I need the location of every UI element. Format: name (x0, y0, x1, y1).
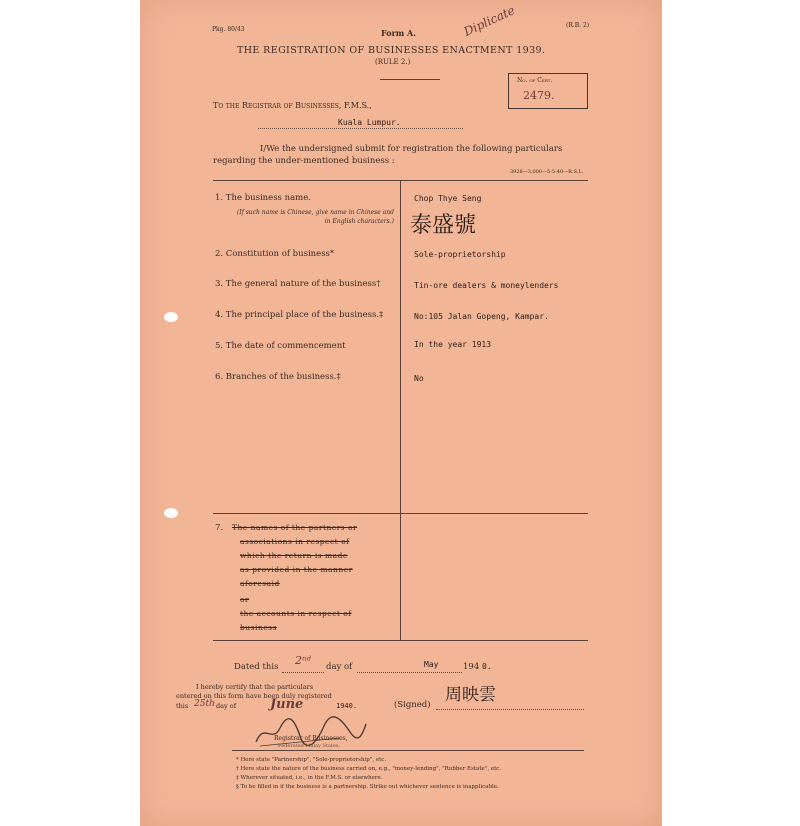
item-1-note: (If such name is Chinese, give name in Chinese and in English characters.) (236, 209, 394, 225)
item-3-value: Tin-ore dealers & moneylenders (414, 281, 559, 290)
item-4-value: No:105 Jalan Gopeng, Kampar. (414, 312, 549, 321)
item-7-line: associations in respect of (240, 537, 350, 546)
item-7-line: as provided in the manner (240, 565, 353, 574)
certify-day-of: day of (216, 702, 237, 710)
footnote: § To be filled in if the business is a partnership. Strike out whichever sentence is inapplicable. (236, 784, 499, 790)
item-5-value: In the year 1913 (414, 340, 492, 349)
printer-code: 3928—3,000—5-5-40—R.S.L. (510, 169, 584, 175)
form-rh: (R.B. 2) (566, 22, 590, 29)
item-7-line: or (240, 595, 250, 604)
dated-year-suffix: 0. (482, 662, 492, 671)
enactment-title: THE REGISTRATION OF BUSINESSES ENACTMENT 1939. (237, 45, 546, 56)
registrar-subtitle: Federated Malay States. (278, 743, 341, 749)
table-bottom-rule (213, 640, 588, 641)
item-4-label: 4. The principal place of the business.‡ (215, 310, 384, 320)
intro-line-1: I/We the undersigned submit for registration the following particulars (260, 144, 563, 154)
certify-month: June (270, 697, 304, 712)
footnote: * Here state "Partnership", "Sole-proprietorship", etc. (236, 757, 387, 763)
item-7-number: 7. (215, 523, 224, 533)
item-1-chinese-value: 泰盛號 (410, 213, 477, 238)
certify-this: this (176, 702, 189, 710)
dated-day: 2ⁿᵈ (295, 654, 311, 667)
item-6-value: No (414, 374, 424, 383)
item-7-line: The names of the partners or (232, 523, 358, 532)
item-3-label: 3. The general nature of the business† (215, 279, 381, 289)
city-dotted-line (258, 128, 463, 129)
certificate-number: 2479. (523, 89, 555, 102)
certificate-number-box (508, 73, 588, 109)
certify-line-2: entered on this form have been duly registered (176, 692, 332, 700)
registrar-title: Registrar of Businesses, (274, 735, 348, 742)
footnote: † Here state the nature of the business carried on, e.g., "money-lending", "Rubber Estate", etc. (236, 766, 502, 772)
certify-year: 1940. (336, 702, 358, 710)
punch-hole-bottom (164, 508, 178, 518)
item-7-line: business (240, 623, 277, 632)
signed-chinese-name: 周映雲 (445, 685, 496, 705)
dated-month: May (424, 660, 439, 669)
punch-hole-top (164, 312, 178, 322)
form-name: Form A. (381, 28, 417, 38)
enactment-rule: (RULE 2.) (375, 58, 411, 66)
dated-year-prefix: 194 (463, 662, 480, 672)
signed-label: (Signed) (394, 700, 431, 710)
registrar-address-line: To the Registrar of Businesses, F.M.S., (213, 101, 372, 110)
title-rule (380, 79, 440, 80)
item-2-label: 2. Constitution of business* (215, 249, 335, 259)
dated-day-of: day of (326, 662, 353, 672)
registrar-city: Kuala Lumpur. (338, 118, 401, 127)
footnote-rule (232, 750, 584, 751)
certificate-label: No. of Cert. (517, 77, 553, 84)
footnote: ‡ Wherever situated, i.e., in the F.M.S. or elsewhere. (236, 775, 383, 781)
certify-day: 25th (194, 699, 215, 709)
table-mid-rule (213, 513, 588, 514)
form-reference: Pkg. 80/43 (212, 26, 245, 33)
dated-month-dots (357, 672, 462, 673)
dated-day-dots (282, 672, 324, 673)
table-divider (400, 180, 401, 640)
item-5-label: 5. The date of commencement (215, 341, 346, 351)
item-6-label: 6. Branches of the business.‡ (215, 372, 341, 382)
diplicate-handwritten: Diplicate (461, 3, 518, 39)
dated-prefix: Dated this (234, 662, 279, 672)
item-7-line: which the return is made (240, 551, 348, 560)
item-7-line: the accounts in respect of (240, 609, 352, 618)
signed-dotted-line (436, 709, 584, 710)
item-7-line: aforesaid (240, 579, 280, 588)
item-2-value: Sole-proprietorship (414, 250, 506, 259)
item-1-label: 1. The business name. (215, 193, 311, 203)
certify-line-1: I hereby certify that the particulars (196, 683, 314, 691)
item-1-value: Chop Thye Seng (414, 194, 482, 203)
intro-line-2: regarding the under-mentioned business : (213, 156, 395, 166)
